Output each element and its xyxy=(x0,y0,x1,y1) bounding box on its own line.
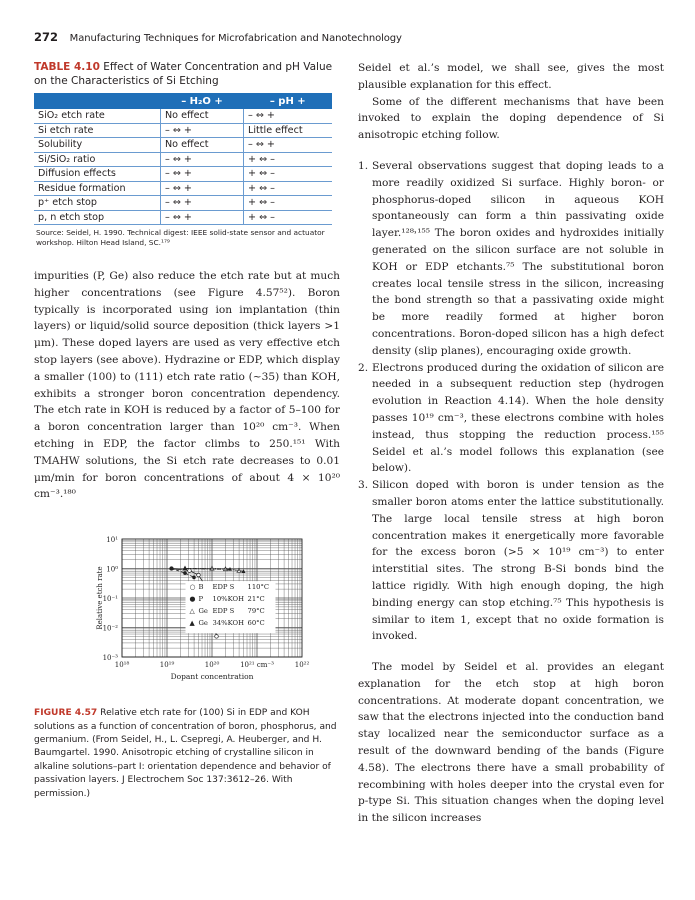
table-cell-c2: – ⇔ + xyxy=(244,138,333,153)
data-point xyxy=(188,569,192,573)
data-point xyxy=(170,567,174,571)
table-cell-c1: No effect xyxy=(161,109,244,123)
table-header-row xyxy=(34,93,332,109)
table-cell-c0: Diffusion effects xyxy=(34,167,161,182)
table-label: TABLE 4.10 xyxy=(34,61,100,73)
reason-text: Several observations suggest that doping leads to a more readily oxidized Si surface. Highly boron- or phosphorus-doped silicon in aqueous KOH spontaneously can form a thin passivating oxide layer.¹²⁸˒¹⁵⁵ The boron oxides and hydroxides initially generated on the silicon surface are not soluble in KOH or EDP etchants.⁷⁵ The substitutional boron creates local tensile stress in the silicon, increasing the bond strength so that a passivating oxide might be more readily formed at higher boron concentrations. Boron-doped silicon has a high defect density (slip planes), encouraging oxide growth. xyxy=(372,159,664,357)
left-body-text: impurities (P, Ge) also reduce the etch rate but at much higher concentrations (see Figure 4.57⁵²). Boron typically is incorporated using ion implantation (thin layers) or liquid/solid source deposition (thick layers >1 μm). These doped layers are used as very effective etch stop layers (see above). Hydrazine or EDP, which display a smaller (100) to (111) etch rate ratio (~35) than KOH, exhibits a stronger boron concentration dependency. The etch rate in KOH is reduced by a factor of 5–100 for a boron concentration larger than 10²⁰ cm⁻³. When etching in EDP, the factor climbs to 250.¹⁵¹ With TMAHW solutions, the Si etch rate decreases to 0.01 μm/min for boron concentrations of about 4 × 10²⁰ cm⁻³.¹⁸⁰ xyxy=(34,270,340,501)
reason-number: 1. xyxy=(358,159,369,172)
data-point xyxy=(215,635,219,639)
table-header-blank xyxy=(34,93,161,109)
table-cell-c0: p⁺ etch stop xyxy=(34,196,161,211)
table-cell-c0: Si/SiO₂ ratio xyxy=(34,152,161,167)
legend-symbol: ○ xyxy=(189,583,196,592)
figure-chart xyxy=(34,531,340,701)
figure-caption xyxy=(34,707,340,801)
table-cell-c1: – ⇔ + xyxy=(161,123,244,138)
table-cell-c2: + ⇔ – xyxy=(244,196,333,211)
table-row xyxy=(34,152,332,167)
table-cell-c0: SiO₂ etch rate xyxy=(34,109,161,123)
page-header xyxy=(34,30,402,44)
legend-solution: EDP S xyxy=(212,607,235,616)
table-cell-c2: Little effect xyxy=(244,123,333,138)
left-column xyxy=(34,60,340,801)
running-title: Manufacturing Techniques for Microfabrication and Nanotechnology xyxy=(69,33,402,44)
legend-symbol: ▲ xyxy=(189,619,195,628)
legend-dopant: Ge xyxy=(198,619,208,628)
legend-solution: 34%KOH xyxy=(212,619,245,628)
right-intro-2: Some of the different mechanisms that have been invoked to explain the doping dependence of Si anisotropic etching follow. xyxy=(358,95,664,142)
data-point xyxy=(183,571,187,575)
table-body xyxy=(34,109,332,225)
legend-temp: 79°C xyxy=(247,607,265,616)
reason-text: Silicon doped with boron is under tension as the smaller boron atoms enter the lattice substitutionally. The large local tensile stress at high boron concentration makes it energetically more favorable for the excess boron (>5 × 10¹⁹ cm⁻³) to enter interstitial sites. The strong B-Si bonds bind the lattice rigidly. With high enough doping, the high binding energy can stop etching.⁷⁵ This hypothesis is similar to item 1, except that no oxide formation is invoked. xyxy=(372,479,664,643)
y-tick-label: 10⁻³ xyxy=(102,654,118,663)
reasons-list xyxy=(358,158,664,645)
legend-temp: 60°C xyxy=(247,619,265,628)
x-tick-label: 10²¹ cm⁻³ xyxy=(240,661,274,670)
table-row xyxy=(34,123,332,138)
page-number: 272 xyxy=(34,30,59,44)
right-column xyxy=(358,60,664,827)
legend-symbol: ● xyxy=(189,595,196,604)
reason-item xyxy=(358,477,664,645)
legend-solution: 10%KOH xyxy=(212,595,245,604)
etch-table xyxy=(34,93,332,225)
table-cell-c1: No effect xyxy=(161,138,244,153)
legend-dopant: Ge xyxy=(198,607,208,616)
table-header-h2o: – H₂O + xyxy=(161,93,244,109)
table-cell-c1: – ⇔ + xyxy=(161,210,244,225)
x-tick-label: 10¹⁹ xyxy=(159,661,175,670)
table-cell-c0: Solubility xyxy=(34,138,161,153)
table-row xyxy=(34,210,332,225)
legend-solution: EDP S xyxy=(212,583,235,592)
table-row xyxy=(34,109,332,123)
table-caption xyxy=(34,60,340,88)
table-row xyxy=(34,196,332,211)
table-header-ph: – pH + xyxy=(244,93,333,109)
x-tick-label: 10²² xyxy=(294,661,310,670)
right-closing: The model by Seidel et al. provides an elegant explanation for the etch stop at high boron concentrations. At moderate dopant concentration, we saw that the electrons injected into the conduction band stay localized near the semiconductor surface as a result of the downward bending of the bands (Figure 4.58). The electrons there have a small probability of recombining with holes deeper into the crystal even for p-type Si. This situation changes when the doping level in the silicon increases xyxy=(358,661,664,825)
table-title: Effect of Water Concentration and pH Value on the Characteristics of Si Etching xyxy=(34,61,333,87)
table-cell-c1: – ⇔ + xyxy=(161,181,244,196)
x-tick-label: 10¹⁸ xyxy=(114,661,130,670)
reason-item xyxy=(358,158,664,360)
y-tick-label: 10⁻¹ xyxy=(102,595,118,604)
right-intro-1: Seidel et al.’s model, we shall see, gives the most plausible explanation for this effect. xyxy=(358,62,664,91)
chart-svg xyxy=(34,531,340,701)
table-row xyxy=(34,181,332,196)
table-cell-c0: Si etch rate xyxy=(34,123,161,138)
y-tick-label: 10⁰ xyxy=(106,565,118,574)
table-cell-c1: – ⇔ + xyxy=(161,167,244,182)
reason-text: Electrons produced during the oxidation of silicon are needed in a subsequent reduction step (hydrogen evolution in Reaction 4.14). When the hole density passes 10¹⁹ cm⁻³, these electrons combine with holes instead, thus stopping the reduction process.¹⁵⁵ Seidel et al.’s model follows this explanation (see below). xyxy=(372,361,664,475)
x-axis-label: Dopant concentration xyxy=(170,672,254,682)
table-row xyxy=(34,167,332,182)
table-row xyxy=(34,138,332,153)
table-cell-c0: p, n etch stop xyxy=(34,210,161,225)
figure-label: FIGURE 4.57 xyxy=(34,708,98,719)
legend-dopant: B xyxy=(198,583,204,592)
table-cell-c2: + ⇔ – xyxy=(244,181,333,196)
table-cell-c2: + ⇔ – xyxy=(244,167,333,182)
legend-dopant: P xyxy=(198,595,204,604)
table-cell-c2: + ⇔ – xyxy=(244,210,333,225)
y-tick-label: 10¹ xyxy=(106,536,118,545)
reason-number: 2. xyxy=(358,361,369,374)
legend-temp: 110°C xyxy=(247,583,270,592)
x-tick-label: 10²⁰ xyxy=(204,661,220,670)
data-point xyxy=(197,573,201,577)
table-cell-c2: – ⇔ + xyxy=(244,109,333,123)
table-cell-c1: – ⇔ + xyxy=(161,152,244,167)
table-source: Source: Seidel, H. 1990. Technical digest: IEEE solid-state sensor and actuator workshop. Hilton Head Island, SC.¹⁷⁹ xyxy=(36,228,325,247)
y-tick-label: 10⁻² xyxy=(102,624,118,633)
table-cell-c1: – ⇔ + xyxy=(161,196,244,211)
data-point xyxy=(192,576,196,580)
reason-item xyxy=(358,360,664,478)
legend-symbol: △ xyxy=(189,607,195,616)
legend-temp: 21°C xyxy=(247,595,265,604)
table-cell-c0: Residue formation xyxy=(34,181,161,196)
reason-number: 3. xyxy=(358,479,369,492)
table-cell-c2: + ⇔ – xyxy=(244,152,333,167)
y-axis-label: Relative etch rate xyxy=(96,566,104,630)
figure-caption-text: Relative etch rate for (100) Si in EDP and KOH solutions as a function of concentration of boron, phosphorus, and germanium. (From Seidel, H., L. Csepregi, A. Heuberger, and H. Baumgartel. 1990. Anisotropic etching of crystalline silicon in alkaline solutions–part I: orientation dependence and behavior of passivation layers. J Electrochem Soc 137:3612–26. With permission.) xyxy=(34,708,337,799)
